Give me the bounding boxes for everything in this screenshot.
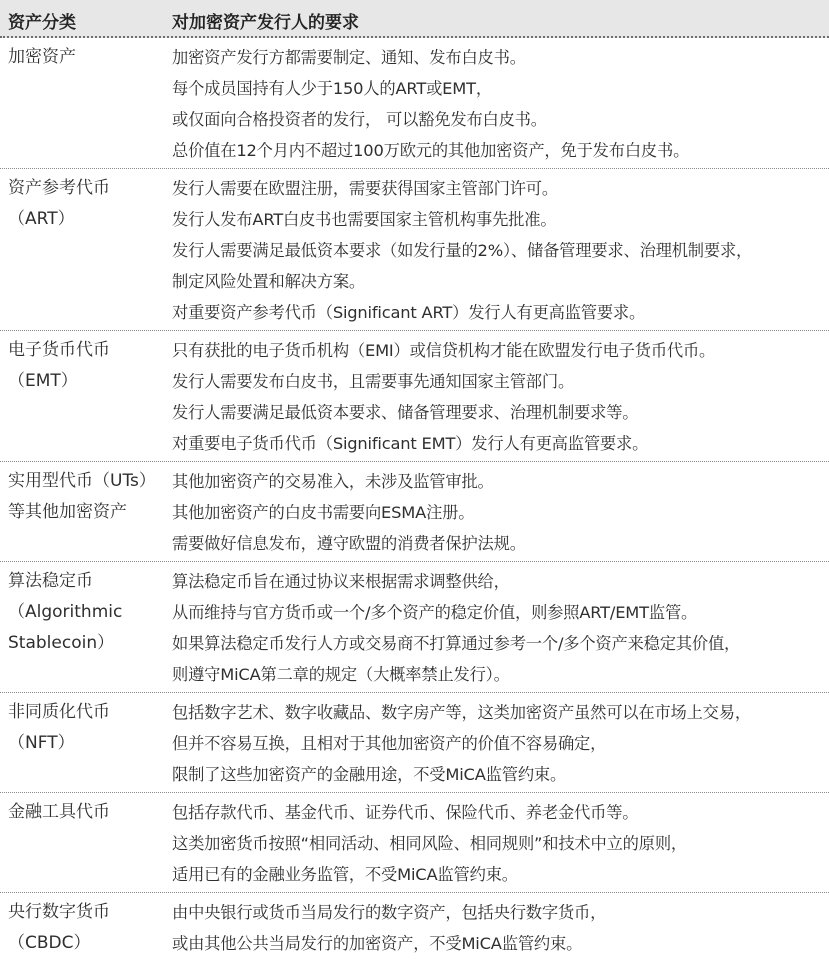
category-line: 非同质化代币 — [8, 702, 110, 722]
requirement-line: 发行人需要满足最低资本要求（如发行量的2%）、储备管理要求、治理机制要求， — [172, 241, 753, 260]
category-cell — [8, 566, 170, 659]
requirement-line: 发行人需要在欧盟注册，需要获得国家主管部门许可。 — [172, 179, 558, 198]
requirement-line: 从而维持与官方货币或一个/多个资产的稳定价值，则参照ART/EMT监管。 — [172, 603, 698, 622]
requirement-line: 只有获批的电子货币机构（EMI）或信贷机构才能在欧盟发行电子货币代币。 — [172, 341, 716, 360]
header-requirements: 对加密资产发行人的要求 — [172, 13, 359, 33]
category-cell — [8, 897, 170, 959]
requirement-line: 需要做好信息发布，遵守欧盟的消费者保护法规。 — [172, 534, 526, 553]
table-row — [0, 562, 829, 693]
requirement-cell — [172, 466, 824, 559]
category-line: 实用型代币（UTs） — [8, 471, 156, 491]
requirement-line: 包括存款代币、基金代币、证券代币、保险代币、养老金代币等。 — [172, 803, 639, 822]
category-line: （ART） — [8, 209, 75, 229]
table-row — [0, 693, 829, 793]
requirement-line: 限制了这些加密资产的金融用途，不受MiCA监管约束。 — [172, 765, 567, 784]
requirement-line: 或仅面向合格投资者的发行， 可以豁免发布白皮书。 — [172, 110, 547, 129]
requirement-line: 每个成员国持有人少于150人的ART或EMT， — [172, 79, 492, 98]
table-row — [0, 331, 829, 462]
header-category: 资产分类 — [8, 13, 76, 33]
category-cell — [8, 697, 170, 759]
requirement-cell — [172, 797, 824, 890]
requirement-line: 制定风险处置和解决方案。 — [172, 272, 365, 291]
category-line: Stablecoin） — [8, 633, 115, 653]
requirement-cell — [172, 173, 824, 328]
requirement-line: 发行人需要发布白皮书，且需要事先通知国家主管部门。 — [172, 372, 575, 391]
requirement-line: 发行人发布ART白皮书也需要国家主管机构事先批准。 — [172, 210, 557, 229]
category-cell — [8, 335, 170, 397]
requirement-line: 其他加密资产的交易准入，未涉及监管审批。 — [172, 472, 494, 491]
category-line: 加密资产 — [8, 47, 76, 67]
requirement-line: 适用已有的金融业务监管，不受MiCA监管约束。 — [172, 865, 518, 884]
requirement-line: 加密资产发行方都需要制定、通知、发布白皮书。 — [172, 48, 526, 67]
requirement-cell — [172, 697, 824, 790]
table-row — [0, 38, 829, 169]
category-line: 等其他加密资产 — [8, 502, 127, 522]
requirement-line: 对重要资产参考代币（Significant ART）发行人有更高监管要求。 — [172, 303, 646, 322]
requirement-cell — [172, 42, 824, 166]
requirement-line: 对重要电子货币代币（Significant EMT）发行人有更高监管要求。 — [172, 434, 649, 453]
category-line: （CBDC） — [8, 933, 91, 953]
category-line: 电子货币代币 — [8, 340, 110, 360]
requirement-line: 总价值在12个月内不超过100万欧元的其他加密资产，免于发布白皮书。 — [172, 141, 690, 160]
category-line: 金融工具代币 — [8, 802, 110, 822]
category-line: （NFT） — [8, 733, 75, 753]
table-row — [0, 462, 829, 562]
requirement-line: 这类加密货币按照“相同活动、相同风险、相同规则”和技术中立的原则， — [172, 834, 687, 853]
requirement-cell — [172, 897, 824, 959]
requirement-line: 由中央银行或货币当局发行的数字资产，包括央行数字货币， — [172, 903, 607, 922]
requirement-line: 包括数字艺术、数字收藏品、数字房产等，这类加密资产虽然可以在市场上交易， — [172, 703, 751, 722]
category-cell — [8, 466, 170, 528]
requirement-line: 或由其他公共当局发行的加密资产，不受MiCA监管约束。 — [172, 934, 583, 953]
category-cell — [8, 797, 170, 828]
category-line: 算法稳定币 — [8, 571, 93, 591]
requirement-cell — [172, 335, 824, 459]
category-line: 央行数字货币 — [8, 902, 110, 922]
category-line: （EMT） — [8, 371, 78, 391]
table-header — [0, 0, 829, 38]
category-line: （Algorithmic — [8, 602, 123, 622]
requirement-line: 其他加密资产的白皮书需要向ESMA注册。 — [172, 503, 475, 522]
category-cell — [8, 42, 170, 73]
table-row — [0, 169, 829, 331]
requirement-line: 算法稳定币旨在通过协议来根据需求调整供给， — [172, 572, 510, 591]
requirement-line: 如果算法稳定币发行人方或交易商不打算通过参考一个/多个资产来稳定其价值， — [172, 634, 741, 653]
requirement-cell — [172, 566, 824, 690]
requirement-line: 则遵守MiCA第二章的规定（大概率禁止发行）。 — [172, 665, 510, 684]
category-cell — [8, 173, 170, 235]
requirement-line: 发行人需要满足最低资本要求、储备管理要求、治理机制要求等。 — [172, 403, 639, 422]
requirement-line: 但并不容易互换，且相对于其他加密资产的价值不容易确定， — [172, 734, 607, 753]
category-line: 资产参考代币 — [8, 178, 110, 198]
table-row — [0, 793, 829, 893]
table-row — [0, 893, 829, 962]
